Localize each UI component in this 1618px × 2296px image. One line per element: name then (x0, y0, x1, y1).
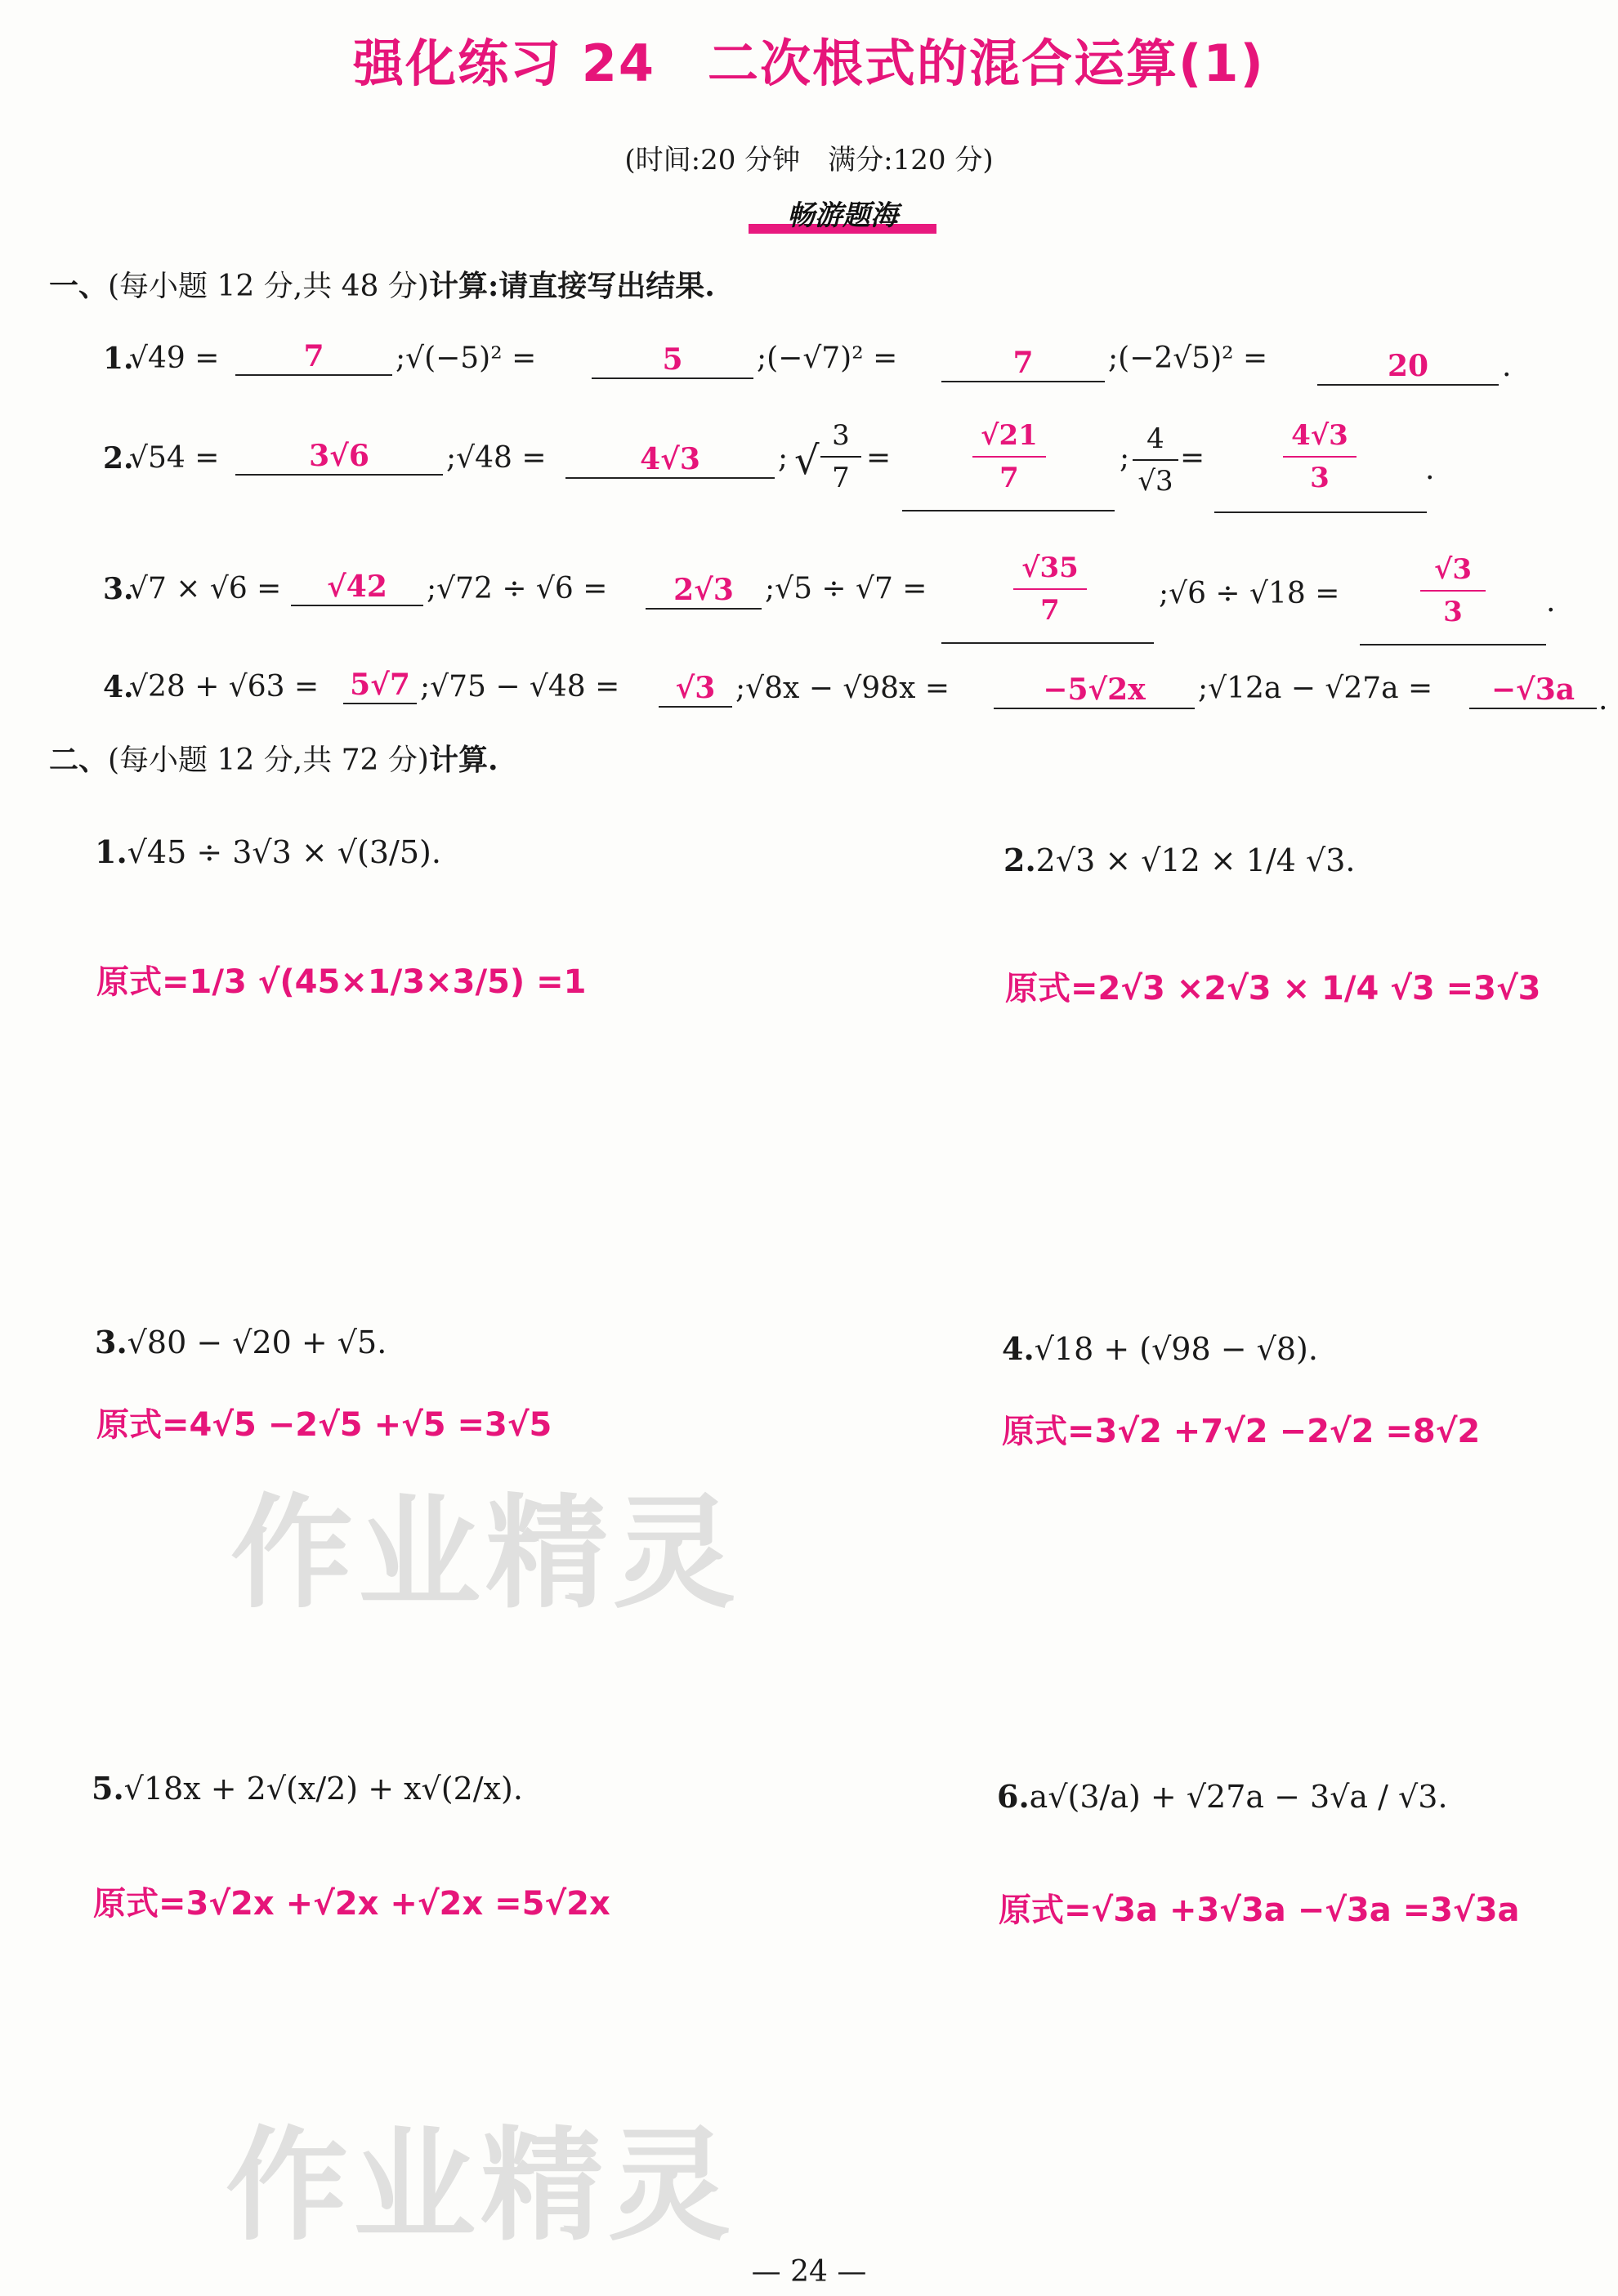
q4-answer-1: 5√7 (343, 667, 417, 704)
q2-eq-3: = (866, 441, 892, 475)
q1-expr-2: ;√(−5)² = (396, 342, 537, 375)
q3-end: . (1546, 585, 1556, 619)
q1-answer-3: 7 (941, 345, 1105, 382)
q4-expr-1: √28 + √63 = (129, 670, 320, 704)
q3-expr-2: ;√72 ÷ √6 = (427, 572, 608, 605)
q2-blank-3 (902, 510, 1115, 511)
problem-5-answer: 原式=3√2x +√2x +√2x =5√2x (93, 1885, 610, 1923)
problem-6-answer: 原式=√3a +3√3a −√3a =3√3a (999, 1892, 1520, 1929)
q1-expr-3: ;(−√7)² = (757, 342, 898, 375)
q1-end: . (1502, 350, 1512, 383)
problem-2-number: 2. (1003, 842, 1036, 878)
problem-4-expression: √18 + (√98 − √8). (1034, 1331, 1318, 1367)
part2-instruction: 计算. (428, 743, 498, 777)
q4-answer-3: −5√2x (994, 672, 1195, 709)
q3-blank-4 (1360, 644, 1546, 645)
q3-answer-3 (1013, 547, 1087, 631)
q2-ans4-num: 4√3 (1291, 419, 1348, 452)
problem-4 (1002, 1330, 1318, 1367)
q2-fraction-4 (1133, 418, 1178, 502)
part1-header (49, 263, 715, 305)
watermark-top: 作业精灵 (230, 1483, 741, 1625)
problem-3-expression: √80 − √20 + √5. (127, 1324, 387, 1360)
q1-expr-1: √49 = (129, 342, 220, 375)
q2-ans3-den: 7 (972, 456, 1046, 498)
q2-end: . (1425, 453, 1435, 486)
q1-answer-1: 7 (235, 338, 392, 376)
watermark-bottom: 作业精灵 (226, 2115, 736, 2258)
q2-root-sign-3: √ (794, 438, 820, 484)
q2-frac4-den: √3 (1133, 459, 1178, 502)
q2-frac3-den: 7 (820, 456, 861, 498)
q2-eq-4: = (1180, 441, 1205, 475)
q3-ans4-den: 3 (1420, 590, 1486, 632)
problem-5-number: 5. (92, 1770, 124, 1807)
q3-answer-1: √42 (291, 569, 423, 606)
q3-number: 3. (103, 572, 134, 606)
q2-answer-1: 3√6 (235, 438, 443, 476)
q2-answer-3 (972, 415, 1046, 498)
badge-label: 畅游题海 (787, 199, 898, 232)
q2-expr-1: √54 = (129, 441, 220, 475)
problem-4-answer: 原式=3√2 +7√2 −2√2 =8√2 (1002, 1413, 1481, 1450)
q2-sep-4: ; (1120, 441, 1130, 475)
problem-2 (1003, 842, 1356, 878)
time-score-note: (时间:20 分钟 满分:120 分) (624, 144, 994, 176)
part1-instruction: 计算:请直接写出结果. (428, 269, 715, 303)
q3-answer-2: 2√3 (646, 572, 762, 610)
q3-ans4-num: √3 (1433, 553, 1472, 586)
part2-score-note: (每小题 12 分,共 72 分) (108, 744, 429, 777)
problem-5-expression: √18x + 2√(x/2) + x√(2/x). (123, 1771, 523, 1807)
q2-frac4-num: 4 (1146, 422, 1164, 455)
problem-3-number: 3. (95, 1324, 127, 1360)
problem-1-expression: √45 ÷ 3√3 × √(3/5). (127, 834, 441, 870)
page-title: 强化练习 24 二次根式的混合运算(1) (353, 34, 1265, 93)
problem-6 (997, 1778, 1448, 1815)
q4-expr-2: ;√75 − √48 = (420, 670, 620, 704)
q2-expr-2: ;√48 = (446, 441, 547, 475)
q2-fraction-3 (820, 415, 861, 498)
q1-expr-4: ;(−2√5)² = (1108, 342, 1268, 375)
q1-number: 1. (103, 342, 134, 376)
q3-answer-4 (1420, 549, 1486, 632)
problem-6-expression: a√(3/a) + √27a − 3√a / √3. (1029, 1779, 1448, 1815)
part1-prefix: 一、 (49, 269, 109, 303)
q2-answer-2: 4√3 (565, 441, 775, 479)
problem-1-number: 1. (95, 833, 127, 870)
q4-answer-4: −√3a (1469, 672, 1597, 709)
q2-ans4-den: 3 (1283, 456, 1357, 498)
problem-5 (92, 1770, 523, 1807)
q4-expr-4: ;√12a − √27a = (1198, 672, 1433, 705)
problem-6-number: 6. (997, 1778, 1030, 1815)
q3-expr-1: √7 × √6 = (129, 572, 282, 605)
q2-ans3-num: √21 (981, 419, 1038, 452)
problem-4-number: 4. (1002, 1330, 1035, 1367)
problem-3-answer: 原式=4√5 −2√5 +√5 =3√5 (96, 1406, 552, 1444)
q3-ans3-num: √35 (1021, 552, 1079, 584)
q3-blank-3 (941, 642, 1154, 644)
q2-sep-3: ; (778, 441, 789, 475)
q4-answer-2: √3 (659, 670, 732, 708)
q1-answer-2: 5 (592, 342, 753, 379)
q3-expr-4: ;√6 ÷ √18 = (1159, 577, 1340, 610)
q1-answer-4: 20 (1317, 348, 1499, 386)
problem-2-expression: 2√3 × √12 × 1/4 √3. (1035, 842, 1356, 878)
q3-expr-3: ;√5 ÷ √7 = (765, 572, 927, 605)
problem-3 (95, 1324, 387, 1360)
q4-number: 4. (103, 670, 134, 704)
q2-blank-4 (1214, 511, 1427, 513)
q4-expr-3: ;√8x − √98x = (735, 672, 950, 705)
problem-1-answer: 原式=1/3 √(45×1/3×3/5) =1 (96, 963, 587, 1001)
q3-ans3-den: 7 (1013, 588, 1087, 631)
part2-header (49, 737, 498, 779)
section-badge (749, 196, 936, 235)
page-number: — 24 — (751, 2255, 867, 2289)
problem-2-answer: 原式=2√3 ×2√3 × 1/4 √3 =3√3 (1005, 970, 1541, 1007)
part2-prefix: 二、 (49, 743, 109, 777)
q2-frac3-num: 3 (832, 419, 850, 452)
part1-score-note: (每小题 12 分,共 48 分) (108, 270, 429, 303)
q2-number: 2. (103, 441, 134, 476)
problem-1 (95, 833, 441, 870)
q2-answer-4 (1283, 415, 1357, 498)
q4-end: . (1598, 683, 1608, 717)
